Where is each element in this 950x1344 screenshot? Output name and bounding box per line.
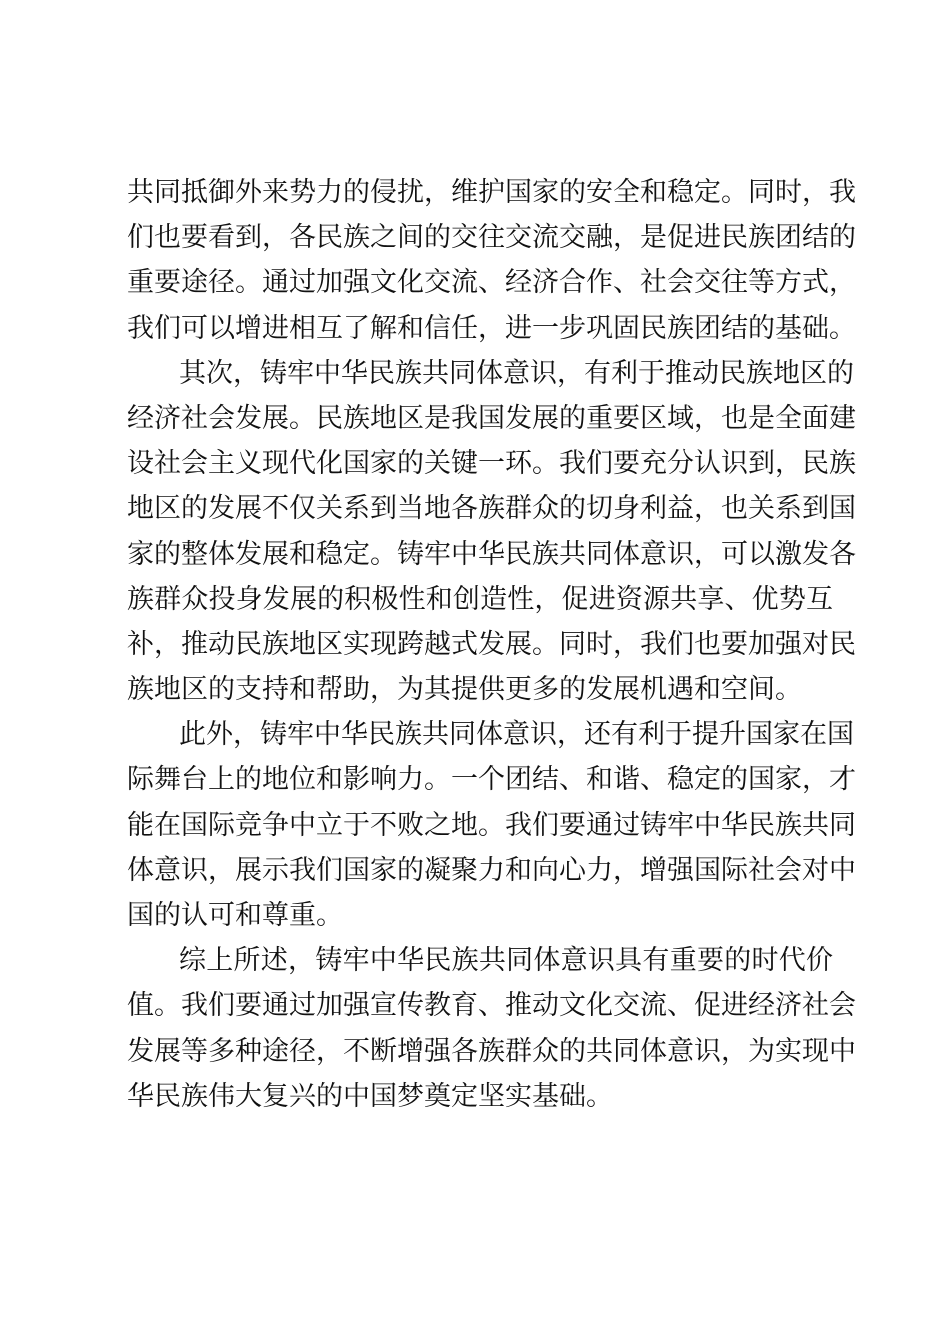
- text-line: 经济社会发展。民族地区是我国发展的重要区域，也是全面建: [127, 402, 856, 434]
- paragraph-2: [127, 351, 856, 713]
- text-line: 发展等多种途径，不断增强各族群众的共同体意识，为实现中: [127, 1035, 856, 1067]
- paragraph-1: [127, 170, 856, 351]
- text-line: 华民族伟大复兴的中国梦奠定坚实基础。: [127, 1080, 613, 1112]
- text-line: 体意识，展示我们国家的凝聚力和向心力，增强国际社会对中: [127, 854, 856, 886]
- text-line: 族群众投身发展的积极性和创造性，促进资源共享、优势互: [127, 583, 833, 615]
- text-line: 家的整体发展和稳定。铸牢中华民族共同体意识，可以激发各: [127, 538, 856, 570]
- text-line: 设社会主义现代化国家的关键一环。我们要充分认识到，民族: [127, 448, 856, 480]
- text-line: 重要途径。通过加强文化交流、经济合作、社会交往等方式，: [127, 267, 856, 299]
- text-line: 值。我们要通过加强宣传教育、推动文化交流、促进经济社会: [127, 990, 856, 1022]
- text-line: 共同抵御外来势力的侵扰，维护国家的安全和稳定。同时，我: [127, 177, 856, 208]
- paragraph-4: [127, 938, 856, 1119]
- text-line: 国的认可和尊重。: [127, 900, 343, 931]
- text-line: 地区的发展不仅关系到当地各族群众的切身利益，也关系到国: [127, 493, 856, 525]
- text-line: 此外，铸牢中华民族共同体意识，还有利于提升国家在国: [179, 719, 854, 751]
- text-line: 补，推动民族地区实现跨越式发展。同时，我们也要加强对民: [127, 628, 856, 660]
- text-line: 族地区的支持和帮助，为其提供更多的发展机遇和空间。: [127, 674, 802, 706]
- text-line: 其次，铸牢中华民族共同体意识，有利于推动民族地区的: [179, 357, 854, 389]
- text-line: 综上所述，铸牢中华民族共同体意识具有重要的时代价: [179, 945, 833, 977]
- text-line: 际舞台上的地位和影响力。一个团结、和谐、稳定的国家，才: [127, 764, 856, 796]
- document-body: [127, 170, 856, 1119]
- text-line: 能在国际竞争中立于不败之地。我们要通过铸牢中华民族共同: [127, 809, 856, 841]
- text-line: 们也要看到，各民族之间的交往交流交融，是促进民族团结的: [127, 222, 856, 254]
- paragraph-3: [127, 712, 856, 938]
- text-line: 我们可以增进相互了解和信任，进一步巩固民族团结的基础。: [127, 312, 856, 344]
